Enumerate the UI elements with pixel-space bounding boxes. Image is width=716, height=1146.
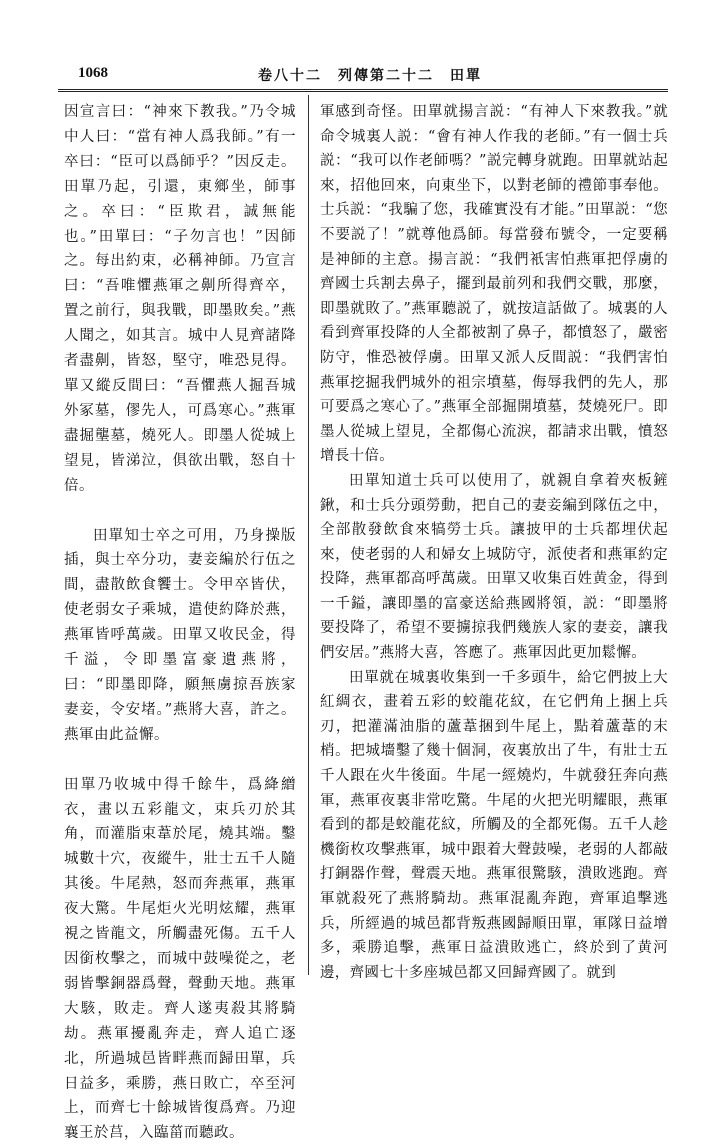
column-divider bbox=[308, 95, 309, 975]
translation-column bbox=[320, 100, 668, 985]
page-header bbox=[58, 63, 668, 87]
classical-paragraph-1: 因宣言曰：“神來下教我。”乃令城中人曰：“當有神人爲我師。”有一卒曰：“臣可以爲師乎？”因反走。田單乃起，引還，東鄉坐，師事之。卒曰：“臣欺君，誠無能也。”田單曰：“子勿言也！”因師之。每出約束，必稱神師。乃宣言曰：“吾唯懼燕軍之劓所得齊卒，置之前行，與我戰，即墨敗矣。”燕人聞之，如其言。城中人見齊諸降者盡劓，皆怒，堅守，唯恐見得。單又縱反間曰：“吾懼燕人掘吾城外冢墓，僇先人，可爲寒心。”燕軍盡掘壟墓，燒死人。即墨人從城上望見，皆涕泣，俱欲出戰，怒自十倍。 bbox=[64, 104, 296, 494]
translation-paragraph-2: 田單知道士兵可以使用了，就親自拿着夾板鏟鍬，和士兵分頭勞動，把自己的妻妾編到隊伍之中，全部散發飲食來犒勞士兵。讓披甲的士兵都埋伏起來，使老弱的人和婦女上城防守，派使者和燕軍約定投降，燕軍都高呼萬歲。田單又收集百姓黄金，得到一千鎰，讓即墨的富豪送給燕國將領，説：“即墨將要投降了，希望不要擄掠我們幾族人家的妻妾，讓我們安居。”燕將大喜，答應了。燕軍因此更加鬆懈。 bbox=[320, 472, 668, 662]
classical-paragraph-2: 田單知士卒之可用，乃身操版插，與士卒分功，妻妾編於行伍之間，盡散飲食饗士。令甲卒皆伏，使老弱女子乘城，遣使約降於燕，燕軍皆呼萬歲。田單又收民金，得千溢，令即墨富豪遺燕將，曰：“即墨即降，願無虜掠吾族家妻妾，令安堵。”燕將大喜，許之。燕軍由此益懈。 bbox=[64, 527, 296, 743]
classical-paragraph-3: 田單乃收城中得千餘牛，爲絳繒衣，畫以五彩龍文，束兵刃於其角，而灌脂束葦於尾，燒其端。鑿城數十穴，夜縱牛，壯士五千人隨其後。牛尾熱，怒而奔燕軍，燕軍夜大驚。牛尾炬火光明炫耀，燕軍視之皆龍文，所觸盡死傷。五千人因銜枚擊之，而城中鼓噪從之，老弱皆擊銅器爲聲，聲動天地。燕軍大駭，敗走。齊人遂夷殺其將騎劫。燕軍擾亂奔走，齊人追亡逐北，所過城邑皆畔燕而歸田單，兵日益多，乘勝，燕日敗亡，卒至河上，而齊七十餘城皆復爲齊。乃迎襄王於莒，入臨菑而聽政。 bbox=[64, 776, 296, 1142]
translation-paragraph-1: 軍感到奇怪。田單就揚言説：“有神人下來教我。”就命令城裏人説：“會有神人作我的老師。”有一個士兵説：“我可以作老師嗎？”説完轉身就跑。田單就站起來，招他回來，向東坐下，以對老師的禮節事奉他。士兵説：“我騙了您，我確實没有才能。”田單説：“您不要説了！”就尊他爲師。每當發布號令，一定要稱是神師的主意。揚言説：“我們衹害怕燕軍把俘虜的齊國士兵割去鼻子，擺到最前列和我們交戰，那麼，即墨就敗了。”燕軍聽説了，就按這話做了。城裏的人看到齊軍投降的人全都被割了鼻子，都憤怒了，嚴密防守，惟恐被俘虜。田單又派人反間説：“我們害怕燕軍挖掘我們城外的祖宗墳墓，侮辱我們的先人，那可要爲之寒心了。”燕軍全部掘開墳墓，焚燒死尸。即墨人從城上望見，全都傷心流淚，都請求出戰，憤怒增長十倍。 bbox=[320, 104, 668, 465]
classical-text-column bbox=[64, 100, 296, 1146]
header-rule-top bbox=[58, 89, 668, 90]
page-number: 1068 bbox=[78, 65, 108, 81]
running-title: 卷八十二 列傳第二十二 田單 bbox=[258, 68, 482, 84]
translation-paragraph-3: 田單就在城裏收集到一千多頭牛，給它們披上大紅綢衣，畫着五彩的蛟龍花紋，在它們角上捆上兵刃，把灌滿油脂的蘆葦捆到牛尾上，點着蘆葦的末梢。把城墻鑿了幾十個洞，夜裏放出了牛，有壯士五千人跟在火牛後面。牛尾一經燒灼，牛就發狂奔向燕軍，燕軍夜裏非常吃驚。牛尾的火把光明耀眼，燕軍看到的都是蛟龍花紋，所觸及的全都死傷。五千人趁機銜枚攻擊燕軍，城中跟着大聲鼓噪，老弱的人都敲打銅器作聲，聲震天地。燕軍很驚駭，潰敗逃跑。齊軍就殺死了燕將騎劫。燕軍混亂奔跑，齊軍追擊逃兵，所經過的城邑都背叛燕國歸順田單，軍隊日益增多，乘勝追擊，燕軍日益潰敗逃亡，終於到了黄河邊，齊國七十多座城邑都又回歸齊國了。就到 bbox=[320, 669, 668, 981]
header-rule-bottom bbox=[58, 91, 668, 92]
